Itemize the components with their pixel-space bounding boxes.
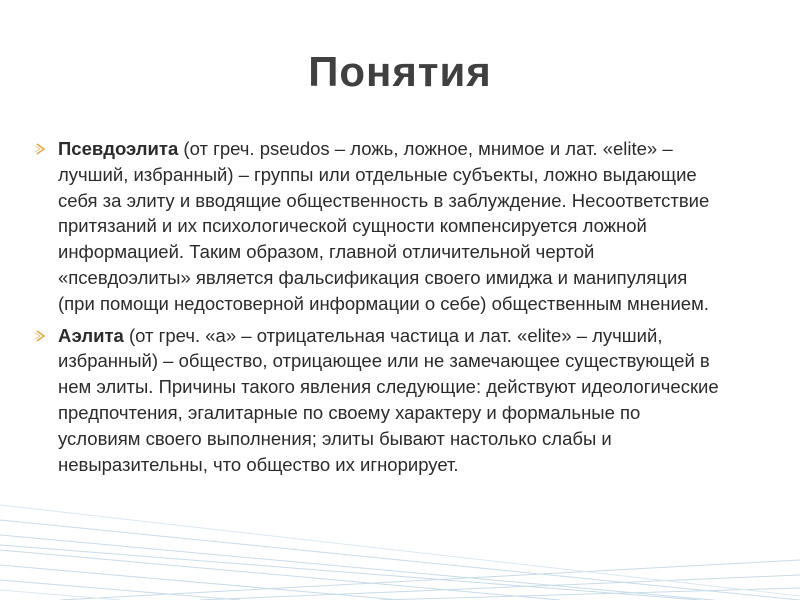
list-item	[34, 323, 724, 478]
definition-aelite: (от греч. «а» – отрицательная частица и лат. «elite» – лучший, избранный) – общество, отрицающее или не замечающее существующей в нем элиты. Причины такого явления следующие: действуют идеологические предпочтения, эгалитарные по своему характеру и формальные по условиям своего выполнения; элиты бывают настолько слабы и невыразительны, что общество их игнорирует.	[58, 324, 719, 475]
slide-title: Понятия	[308, 48, 492, 95]
list-item	[34, 136, 724, 317]
hollow-square-bullet-icon	[34, 142, 46, 156]
hollow-square-bullet-icon	[34, 329, 46, 343]
bullet-list	[34, 136, 724, 483]
term-aelite: Аэлита	[58, 324, 124, 346]
term-pseudoelite: Псевдоэлита	[58, 138, 179, 159]
definition-pseudoelite: (от греч. pseudos – ложь, ложное, мнимое и лат. «elite» – лучший, избранный) – группы или отдельные субъекты, ложно выдающие себя за элиту и вводящие общественность в заблуждение. Несоответствие притязаний и их психологической сущности компенсируется ложной информацией. Таким образом, главной отличительной чертой «псевдоэлиты» является фальсификация своего имиджа и манипуляция (при помощи недостоверной информации о себе) общественным мнением.	[58, 138, 710, 314]
